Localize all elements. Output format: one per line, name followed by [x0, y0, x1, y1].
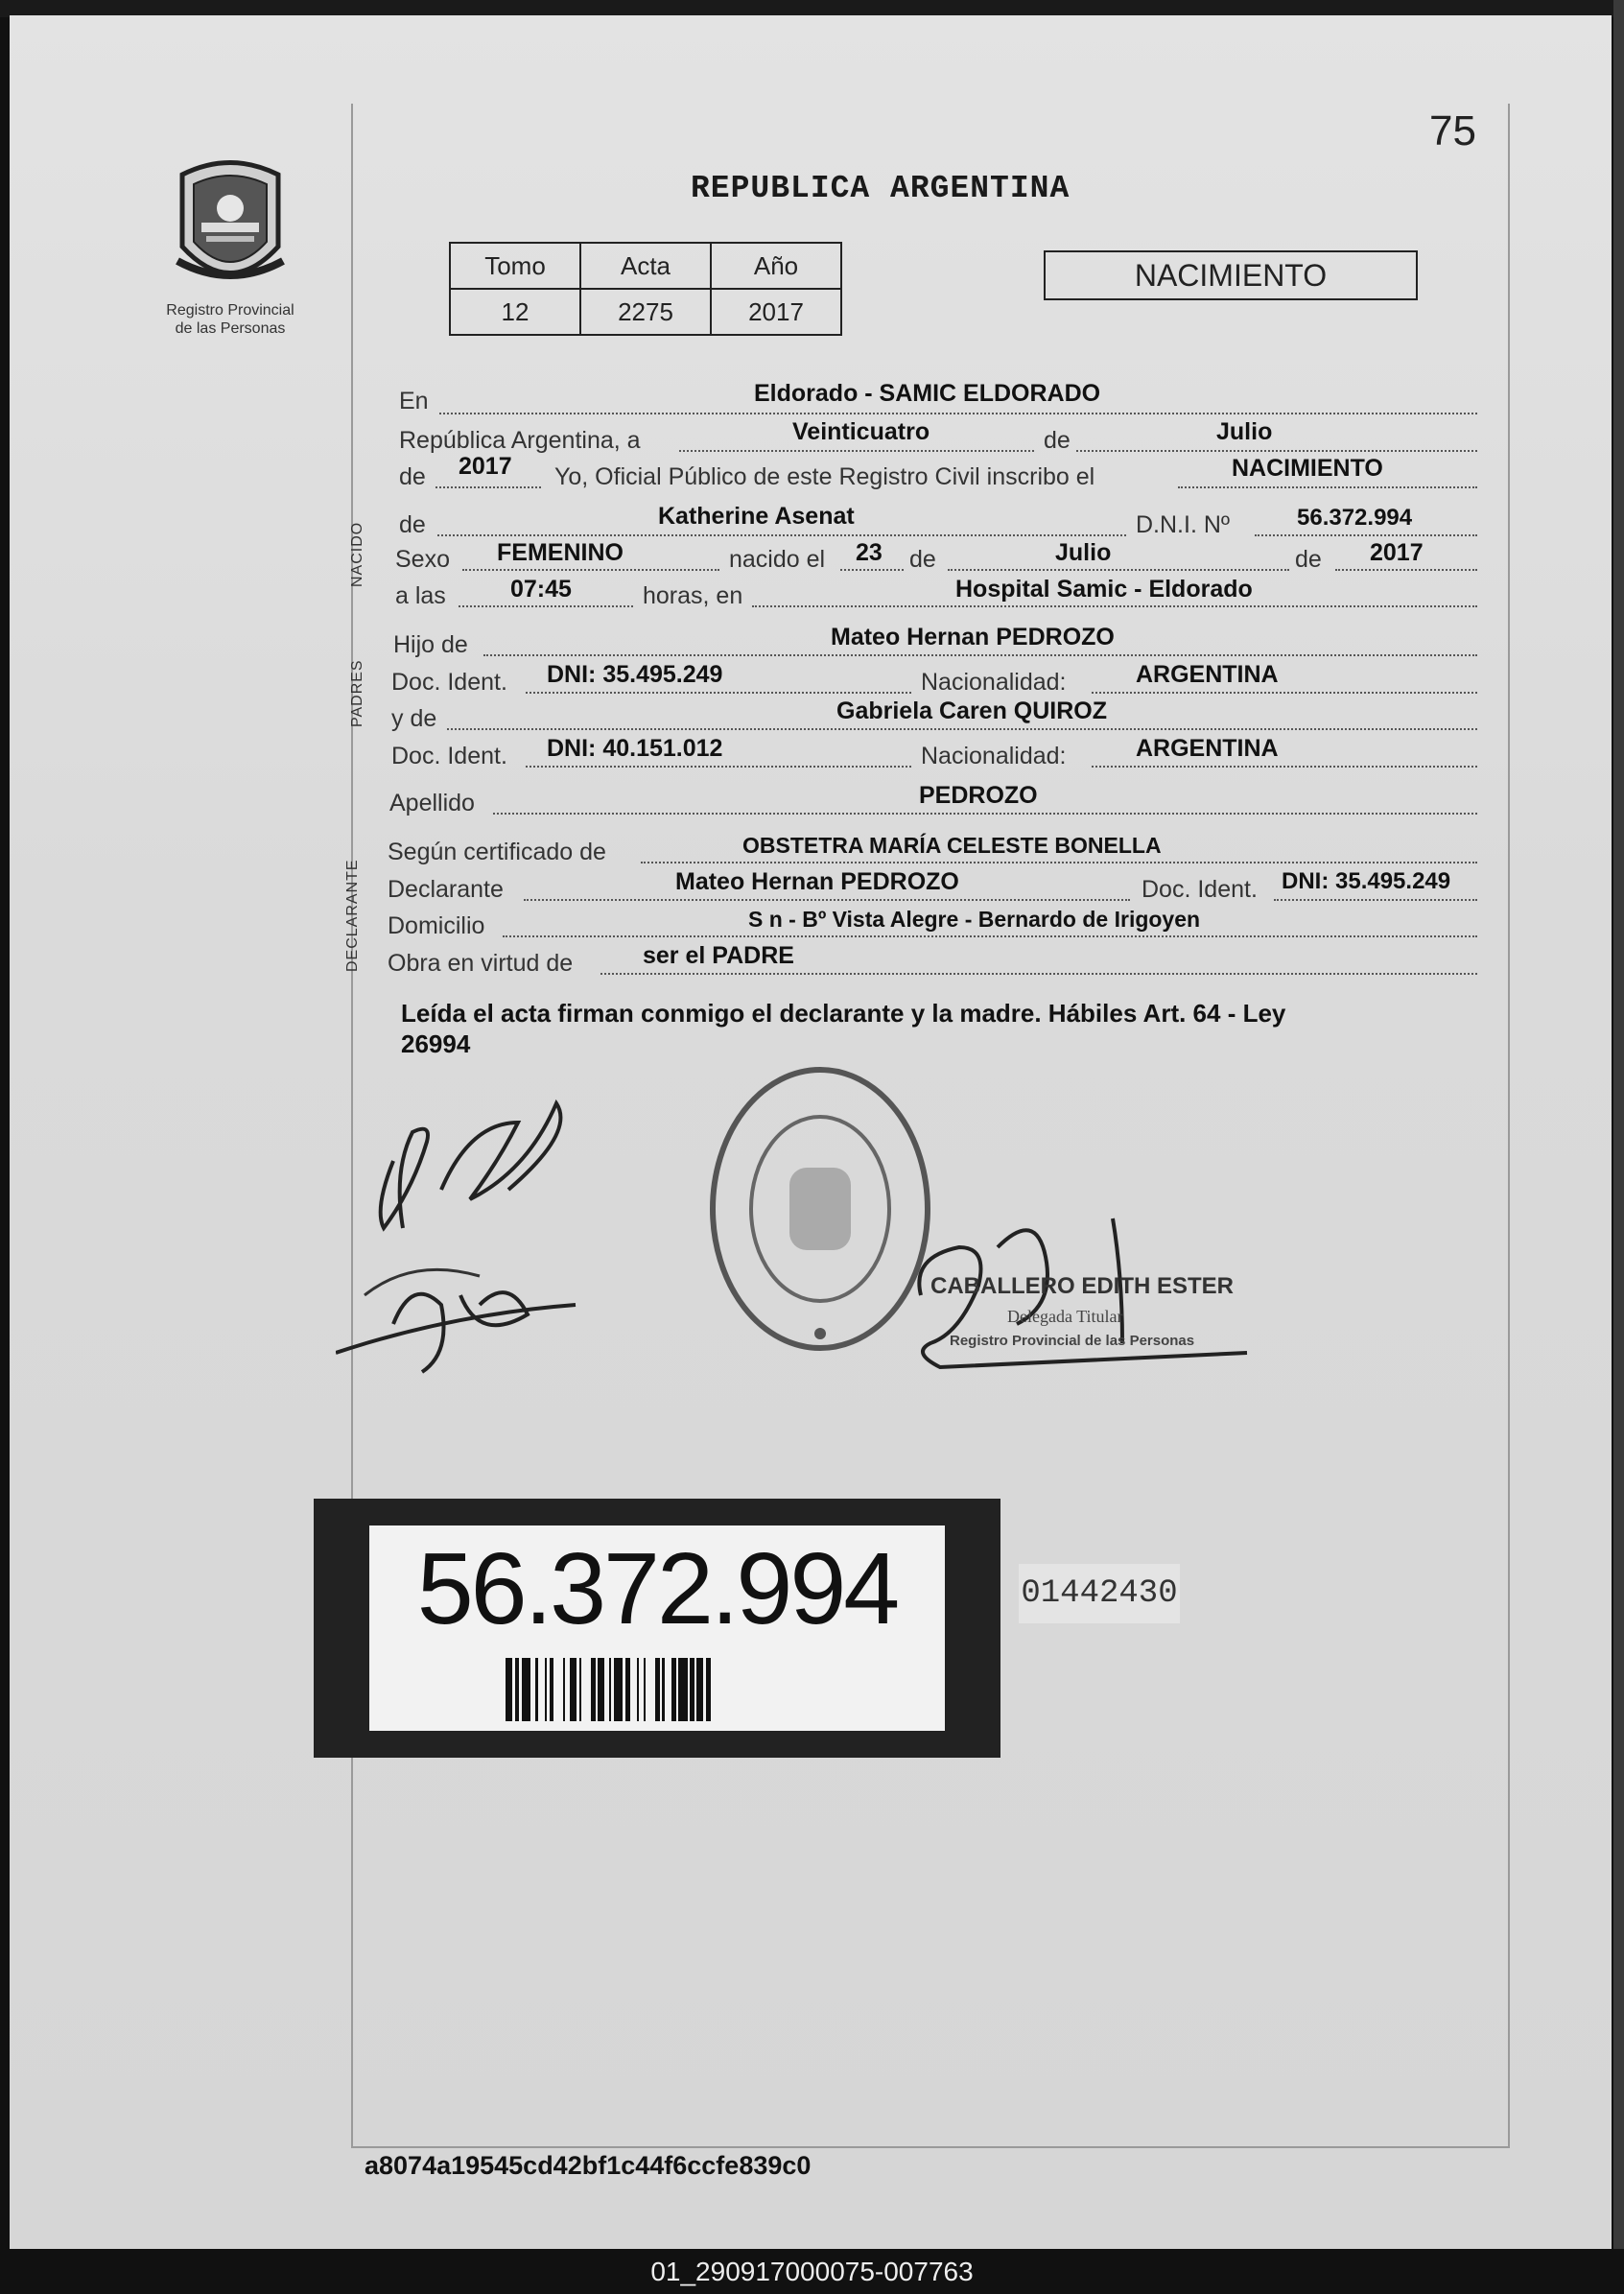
value-certificado: OBSTETRA MARÍA CELESTE BONELLA [742, 833, 1162, 858]
label-sexo: Sexo [395, 546, 450, 573]
barcode-sticker [314, 1499, 1000, 1758]
label-de-nombre: de [399, 511, 426, 538]
value-nac-padre: ARGENTINA [1136, 661, 1279, 688]
dots-apellido [493, 813, 1477, 815]
closing-line-1: Leída el acta firman conmigo el declarante y la madre. Hábiles Art. 64 - Ley [401, 999, 1286, 1028]
barcode-bar [545, 1658, 547, 1721]
label-de-anio-nac: de [1295, 546, 1322, 573]
value-tipo: NACIMIENTO [1232, 455, 1383, 482]
dots-obra [600, 973, 1477, 975]
value-anio: 2017 [459, 453, 512, 480]
label-hijo-de: Hijo de [393, 631, 468, 658]
value-lugar-nac: Hospital Samic - Eldorado [955, 576, 1253, 603]
label-declarante: Declarante [388, 876, 504, 903]
barcode-bar [644, 1658, 646, 1721]
barcode-bar [563, 1658, 565, 1721]
value-nac-madre: ARGENTINA [1136, 735, 1279, 762]
label-oficial: Yo, Oficial Público de este Registro Civil inscribo el [554, 463, 1095, 490]
acta-value: 2275 [580, 289, 711, 335]
barcode-bar [696, 1658, 703, 1721]
dots-anio [435, 486, 541, 488]
barcode-bar [637, 1658, 639, 1721]
value-anio-nac: 2017 [1370, 539, 1424, 566]
label-apellido: Apellido [389, 790, 475, 816]
value-doc-declarante: DNI: 35.495.249 [1282, 868, 1451, 894]
file-id-bar: 01_290917000075-007763 [0, 2249, 1624, 2294]
barcode-bar [678, 1658, 688, 1721]
value-dni: 56.372.994 [1297, 505, 1413, 531]
label-de-mes-nac: de [909, 546, 936, 573]
acta-header: Acta [580, 243, 711, 289]
official-signature-icon [902, 1199, 1285, 1391]
provincial-seal-icon [173, 155, 288, 295]
page-number: 75 [1429, 107, 1476, 154]
value-doc-madre: DNI: 40.151.012 [547, 735, 723, 762]
scan-right-edge [1613, 0, 1624, 2250]
dots-dni [1255, 534, 1477, 536]
document-hash: a8074a19545cd42bf1c44f6ccfe839c0 [365, 2151, 812, 2180]
svg-text:Delegada Titular: Delegada Titular [1007, 1307, 1123, 1326]
value-mes: Julio [1216, 418, 1273, 445]
label-doc-ident-padre: Doc. Ident. [391, 669, 507, 696]
value-dia-nac: 23 [856, 539, 883, 566]
barcode-bar [625, 1658, 630, 1721]
label-segun-certificado: Según certificado de [388, 839, 606, 865]
barcode-label [369, 1525, 945, 1731]
barcode-bar [579, 1658, 581, 1721]
value-domicilio: S n - Bº Vista Alegre - Bernardo de Irigoyen [748, 907, 1201, 932]
barcode-bar [614, 1658, 624, 1721]
label-en: En [399, 388, 429, 414]
label-obra: Obra en virtud de [388, 950, 574, 977]
dots-nombre [437, 534, 1126, 536]
label-a-las: a las [395, 582, 446, 609]
barcode-bar [706, 1658, 711, 1721]
dots-tipo [1178, 486, 1477, 488]
value-mes-nac: Julio [1055, 539, 1112, 566]
label-y-de: y de [391, 705, 437, 732]
registry-stamp-icon [705, 1060, 935, 1358]
dots-dia [679, 450, 1034, 452]
barcode-bar [522, 1658, 531, 1721]
value-declarante: Mateo Hernan PEDROZO [675, 868, 959, 895]
bottom-margin-line [351, 2146, 1510, 2148]
barcode-bar [506, 1658, 512, 1721]
dots-doc-padre [526, 692, 911, 694]
value-doc-padre: DNI: 35.495.249 [547, 661, 723, 688]
dots-domicilio [503, 935, 1477, 937]
label-doc-ident-declarante: Doc. Ident. [1142, 876, 1258, 903]
barcode-bar [591, 1658, 596, 1721]
dots-anio-nac [1335, 569, 1477, 571]
barcode-bar [609, 1658, 611, 1721]
barcode-bar [662, 1658, 664, 1721]
dots-declarante [524, 899, 1130, 901]
dots-doc-declarante [1274, 899, 1477, 901]
dots-lugar-nac [752, 605, 1477, 607]
value-padre: Mateo Hernan PEDROZO [831, 624, 1115, 650]
right-margin-line [1508, 104, 1510, 2147]
side-label-declarante: DECLARANTE [344, 859, 361, 972]
record-type-box: NACIMIENTO [1044, 250, 1418, 300]
declarant-signature-icon [336, 1084, 624, 1401]
label-domicilio: Domicilio [388, 912, 485, 939]
dots-sexo [462, 569, 719, 571]
svg-text:Registro Provincial de las Per: Registro Provincial de las Personas [950, 1333, 1195, 1349]
barcode-bar [570, 1658, 577, 1721]
svg-text:CABALLERO EDITH ESTER: CABALLERO EDITH ESTER [930, 1273, 1235, 1299]
label-republica: República Argentina, a [399, 427, 641, 454]
registry-line-1: Registro Provincial [166, 302, 294, 319]
barcode-bar [598, 1658, 604, 1721]
dots-mes-nac [948, 569, 1289, 571]
value-sexo: FEMENINO [497, 539, 624, 566]
value-lugar: Eldorado - SAMIC ELDORADO [754, 380, 1101, 407]
side-label-padres: PADRES [349, 659, 365, 727]
label-nacionalidad-madre: Nacionalidad: [921, 743, 1067, 769]
registry-line-2: de las Personas [175, 320, 286, 337]
value-obra: ser el PADRE [643, 942, 794, 969]
dots-doc-madre [526, 766, 911, 768]
barcode-bar [690, 1658, 694, 1721]
dots-dia-nac [840, 569, 904, 571]
value-nombre: Katherine Asenat [658, 503, 855, 530]
value-madre: Gabriela Caren QUIROZ [836, 698, 1108, 724]
barcode-number: 56.372.994 [416, 1532, 898, 1645]
tomo-header: Tomo [450, 243, 580, 289]
anio-header: Año [711, 243, 841, 289]
label-de-mes: de [1044, 427, 1071, 454]
dots-nac-madre [1092, 766, 1477, 768]
dots-hora [459, 605, 633, 607]
barcode-bar [671, 1658, 676, 1721]
tomo-value: 12 [450, 289, 580, 335]
barcode-bars [506, 1658, 918, 1721]
dots-en [439, 413, 1477, 414]
label-nacionalidad-padre: Nacionalidad: [921, 669, 1067, 696]
dots-nac-padre [1092, 692, 1477, 694]
dots-madre [447, 728, 1477, 730]
side-label-nacido: NACIDO [349, 521, 365, 587]
barcode-bar [550, 1658, 554, 1721]
control-number: 01442430 [1019, 1564, 1180, 1623]
dots-padre [483, 654, 1477, 656]
value-dia: Veinticuatro [792, 418, 930, 445]
tomo-acta-anio-table [449, 242, 842, 336]
anio-value: 2017 [711, 289, 841, 335]
closing-statement [401, 998, 1456, 1059]
barcode-bar [535, 1658, 537, 1721]
dots-mes [1076, 450, 1477, 452]
barcode-bar [655, 1658, 660, 1721]
barcode-bar [515, 1658, 520, 1721]
closing-line-2: 26994 [401, 1029, 471, 1058]
label-de-anio: de [399, 463, 426, 490]
document-title: REPUBLICA ARGENTINA [691, 171, 1071, 206]
label-horas-en: horas, en [643, 582, 743, 609]
label-nacido-el: nacido el [729, 546, 826, 573]
label-doc-ident-madre: Doc. Ident. [391, 743, 507, 769]
value-hora: 07:45 [510, 576, 572, 603]
value-apellido: PEDROZO [919, 782, 1038, 809]
dots-certificado [641, 862, 1477, 863]
label-dni: D.N.I. Nº [1136, 511, 1231, 538]
registry-logo-caption [144, 301, 317, 338]
